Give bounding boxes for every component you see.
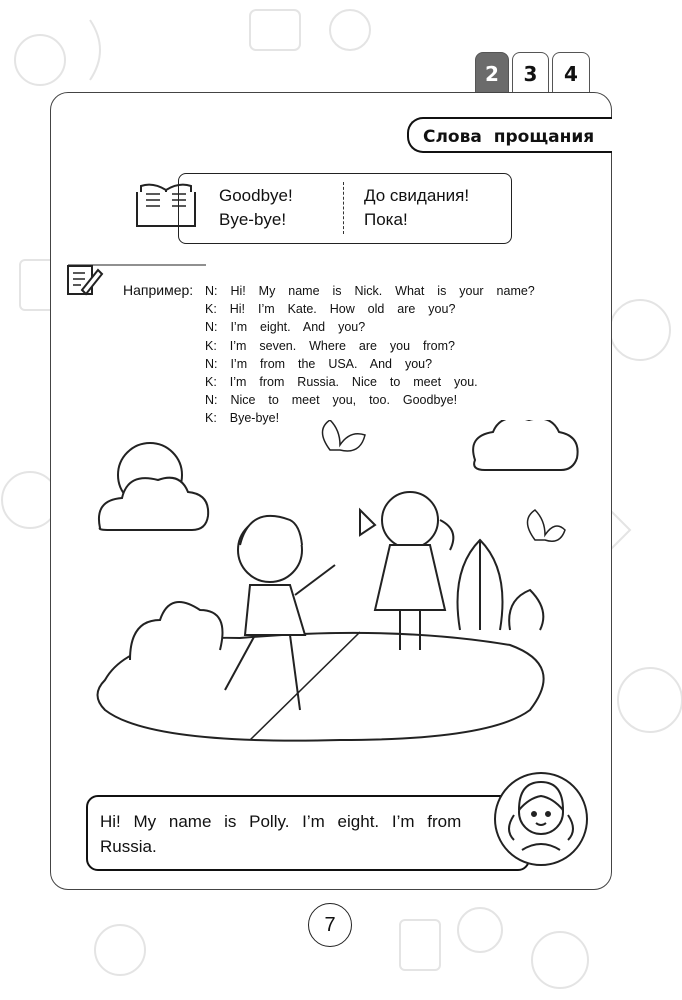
vocab-box <box>178 173 512 244</box>
section-title: Слова прощания <box>407 117 612 153</box>
dialogue-line: N: I’m from the USA. And you? <box>205 356 433 371</box>
tab-page-3[interactable]: 3 <box>512 52 549 93</box>
dialogue-line: K: Bye-bye! <box>205 411 280 426</box>
dialogue-line: K: Hi! I’m Kate. How old are you? <box>205 302 456 317</box>
dialogue-line: N: Hi! My name is Nick. What is your name? <box>205 284 535 298</box>
butterfly-right <box>528 510 566 541</box>
dialogue-line: K: I’m seven. Where are you from? <box>205 338 455 353</box>
divider <box>343 182 344 234</box>
tab-page-4[interactable]: 4 <box>552 52 590 93</box>
dialogue-line: K: I’m from Russia. Nice to meet you. <box>205 375 478 390</box>
butterfly-top <box>323 420 366 451</box>
cloud-right <box>473 420 577 470</box>
vocab-english: Goodbye! <box>219 186 293 205</box>
vocab-russian: Пока! <box>364 210 408 229</box>
illustration-kids-park <box>90 420 590 750</box>
dialogue <box>205 282 535 428</box>
speech-bubble <box>86 795 530 871</box>
page-number: 7 <box>308 903 352 947</box>
vocab-english: Bye-bye! <box>219 210 287 229</box>
example-label: Например: <box>123 282 194 298</box>
dialogue-line: N: I’m eight. And you? <box>205 320 366 335</box>
vocab-russian: До свидания! <box>364 186 470 205</box>
dialogue-line: N: Nice to meet you, too. Goodbye! <box>205 393 458 408</box>
girl-portrait <box>492 770 590 868</box>
tree-right <box>458 540 544 630</box>
girl <box>360 492 453 650</box>
speech-text: Hi! My name is Polly. I’m eight. I’m from Russia. <box>100 812 462 856</box>
tab-page-2[interactable]: 2 <box>475 52 509 93</box>
sun-cloud-left <box>99 443 208 530</box>
